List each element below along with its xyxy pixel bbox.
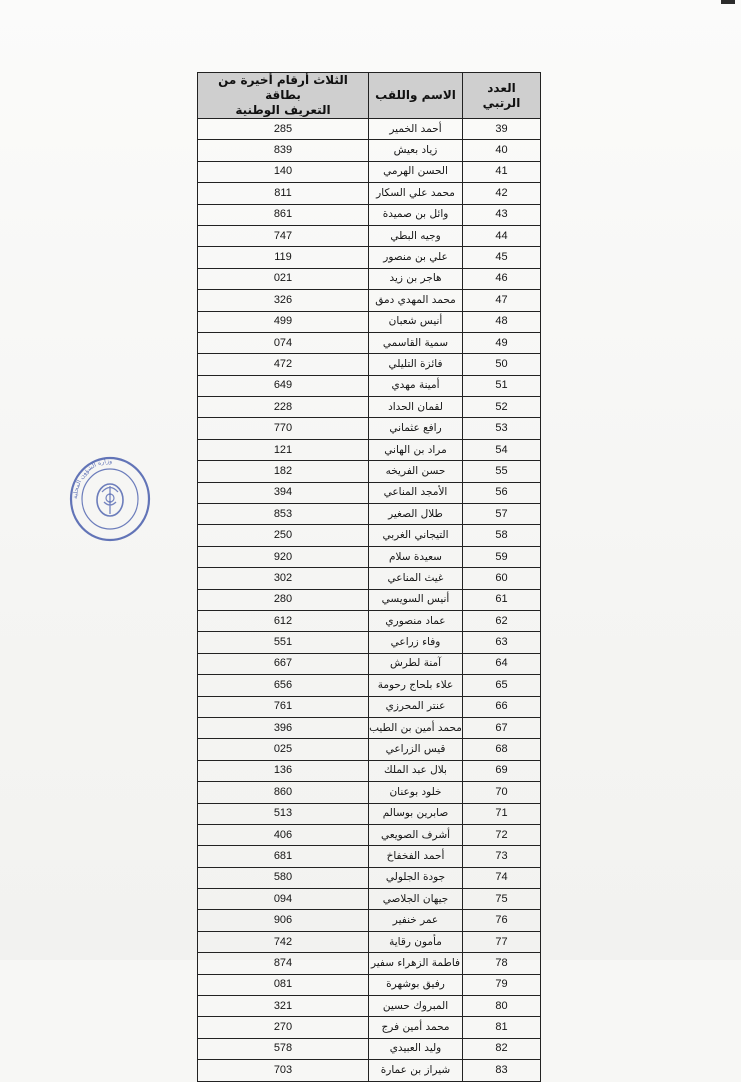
row-name: خلود بوعنان: [369, 782, 463, 803]
row-name: وائل بن صميدة: [369, 204, 463, 225]
row-number: 60: [463, 568, 541, 589]
row-number: 73: [463, 846, 541, 867]
row-name: زياد بعيش: [369, 140, 463, 161]
row-number: 42: [463, 183, 541, 204]
row-id-digits: 406: [198, 824, 369, 845]
row-name: لقمان الحداد: [369, 397, 463, 418]
row-number: 44: [463, 225, 541, 246]
table-row: [198, 782, 541, 803]
row-name: محمد المهدي دمق: [369, 290, 463, 311]
row-name: صابرين بوسالم: [369, 803, 463, 824]
table-row: [198, 204, 541, 225]
svg-text:وزارة الشؤون المحلية: [72, 458, 112, 499]
row-name: مأمون رقاية: [369, 931, 463, 952]
row-id-digits: 612: [198, 610, 369, 631]
row-id-digits: 321: [198, 996, 369, 1017]
table-row: [198, 889, 541, 910]
table-row: [198, 996, 541, 1017]
row-id-digits: 250: [198, 525, 369, 546]
row-number: 52: [463, 397, 541, 418]
table-row: [198, 568, 541, 589]
table-row: [198, 375, 541, 396]
table-row: [198, 653, 541, 674]
row-id-digits: 182: [198, 461, 369, 482]
row-id-digits: 874: [198, 953, 369, 974]
row-name: مراد بن الهاني: [369, 439, 463, 460]
table-row: [198, 225, 541, 246]
row-number: 58: [463, 525, 541, 546]
table-row: [198, 290, 541, 311]
table-row: [198, 803, 541, 824]
table-row: [198, 696, 541, 717]
table-row: [198, 910, 541, 931]
row-id-digits: 853: [198, 504, 369, 525]
row-number: 68: [463, 739, 541, 760]
table-row: [198, 119, 541, 140]
table-row: [198, 739, 541, 760]
row-id-digits: 228: [198, 397, 369, 418]
table-row: [198, 953, 541, 974]
table-row: [198, 268, 541, 289]
table-row: [198, 1060, 541, 1081]
row-name: فائزة التليلي: [369, 354, 463, 375]
table-header-row: [198, 73, 541, 119]
row-id-digits: 326: [198, 290, 369, 311]
row-name: قيس الزراعي: [369, 739, 463, 760]
header-id-line2: التعريف الوطنية: [235, 103, 331, 117]
row-name: وجيه البطي: [369, 225, 463, 246]
row-number: 69: [463, 760, 541, 781]
row-name: علاء بلحاج رحومة: [369, 675, 463, 696]
row-number: 61: [463, 589, 541, 610]
table-row: [198, 546, 541, 567]
row-id-digits: 394: [198, 482, 369, 503]
row-id-digits: 121: [198, 439, 369, 460]
row-number: 72: [463, 824, 541, 845]
row-id-digits: 140: [198, 161, 369, 182]
table-row: [198, 482, 541, 503]
row-number: 79: [463, 974, 541, 995]
row-number: 78: [463, 953, 541, 974]
row-number: 81: [463, 1017, 541, 1038]
table-row: [198, 1017, 541, 1038]
row-name: سمية القاسمي: [369, 332, 463, 353]
row-name: الحسن الهرمي: [369, 161, 463, 182]
official-stamp: [69, 456, 151, 542]
row-number: 46: [463, 268, 541, 289]
table-row: [198, 332, 541, 353]
row-number: 45: [463, 247, 541, 268]
row-number: 50: [463, 354, 541, 375]
row-number: 51: [463, 375, 541, 396]
row-id-digits: 649: [198, 375, 369, 396]
table-row: [198, 161, 541, 182]
table-row: [198, 717, 541, 738]
row-name: علي بن منصور: [369, 247, 463, 268]
row-id-digits: 578: [198, 1038, 369, 1059]
row-id-digits: 270: [198, 1017, 369, 1038]
row-name: رفيق بوشهرة: [369, 974, 463, 995]
row-id-digits: 551: [198, 632, 369, 653]
row-id-digits: 285: [198, 119, 369, 140]
row-id-digits: 839: [198, 140, 369, 161]
row-id-digits: 074: [198, 332, 369, 353]
table-row: [198, 439, 541, 460]
header-id-digits: [198, 73, 369, 119]
row-name: أحمد الفخفاخ: [369, 846, 463, 867]
row-number: 53: [463, 418, 541, 439]
table-row: [198, 867, 541, 888]
row-name: رافع عثماني: [369, 418, 463, 439]
row-name: غيث المناعي: [369, 568, 463, 589]
row-number: 49: [463, 332, 541, 353]
row-name: أنيس شعبان: [369, 311, 463, 332]
row-name: هاجر بن زيد: [369, 268, 463, 289]
row-id-digits: 770: [198, 418, 369, 439]
row-id-digits: 681: [198, 846, 369, 867]
header-id-line1: الثلاث أرقام أخيرة من بطاقة: [218, 73, 348, 102]
row-number: 67: [463, 717, 541, 738]
table-row: [198, 504, 541, 525]
row-number: 83: [463, 1060, 541, 1081]
row-name: بلال عبد الملك: [369, 760, 463, 781]
row-number: 76: [463, 910, 541, 931]
table-row: [198, 589, 541, 610]
row-id-digits: 761: [198, 696, 369, 717]
header-number: العدد الرتبي: [463, 73, 541, 119]
table-row: [198, 824, 541, 845]
table-row: [198, 418, 541, 439]
table-row: [198, 610, 541, 631]
row-id-digits: 742: [198, 931, 369, 952]
row-id-digits: 747: [198, 225, 369, 246]
row-number: 57: [463, 504, 541, 525]
row-name: الأمجد المناعي: [369, 482, 463, 503]
row-id-digits: 302: [198, 568, 369, 589]
row-name: التيجاني الغربي: [369, 525, 463, 546]
row-id-digits: 396: [198, 717, 369, 738]
row-number: 65: [463, 675, 541, 696]
row-id-digits: 513: [198, 803, 369, 824]
row-id-digits: 094: [198, 889, 369, 910]
table-row: [198, 525, 541, 546]
results-table: [197, 72, 541, 1082]
row-number: 63: [463, 632, 541, 653]
row-name: جيهان الجلاصي: [369, 889, 463, 910]
row-name: سعيدة سلام: [369, 546, 463, 567]
row-number: 48: [463, 311, 541, 332]
row-number: 70: [463, 782, 541, 803]
row-number: 80: [463, 996, 541, 1017]
row-id-digits: 472: [198, 354, 369, 375]
row-number: 71: [463, 803, 541, 824]
row-name: عنتر المحرزي: [369, 696, 463, 717]
row-id-digits: 860: [198, 782, 369, 803]
table-row: [198, 354, 541, 375]
table-row: [198, 1038, 541, 1059]
row-number: 56: [463, 482, 541, 503]
row-id-digits: 025: [198, 739, 369, 760]
row-name: محمد أمين بن الطيب: [369, 717, 463, 738]
row-id-digits: 811: [198, 183, 369, 204]
row-name: حسن الفريخه: [369, 461, 463, 482]
row-number: 82: [463, 1038, 541, 1059]
row-number: 77: [463, 931, 541, 952]
row-id-digits: 667: [198, 653, 369, 674]
row-id-digits: 861: [198, 204, 369, 225]
table-row: [198, 183, 541, 204]
row-name: أنيس السويسي: [369, 589, 463, 610]
row-id-digits: 703: [198, 1060, 369, 1081]
row-name: آمنة لطرش: [369, 653, 463, 674]
row-id-digits: 021: [198, 268, 369, 289]
row-name: جودة الجلولي: [369, 867, 463, 888]
row-name: أمينة مهدي: [369, 375, 463, 396]
table-row: [198, 675, 541, 696]
table-body: [198, 119, 541, 1082]
scan-mark: [721, 0, 735, 4]
table-row: [198, 397, 541, 418]
row-id-digits: 906: [198, 910, 369, 931]
row-name: محمد أمين فرج: [369, 1017, 463, 1038]
table-row: [198, 311, 541, 332]
row-name: طلال الصغير: [369, 504, 463, 525]
row-id-digits: 119: [198, 247, 369, 268]
header-name: الاسم واللقب: [369, 73, 463, 119]
table-row: [198, 247, 541, 268]
row-name: أحمد الخمير: [369, 119, 463, 140]
row-number: 74: [463, 867, 541, 888]
row-number: 43: [463, 204, 541, 225]
table-row: [198, 632, 541, 653]
row-name: فاطمة الزهراء سفير: [369, 953, 463, 974]
row-number: 59: [463, 546, 541, 567]
row-number: 39: [463, 119, 541, 140]
row-name: أشرف الصويعي: [369, 824, 463, 845]
row-id-digits: 499: [198, 311, 369, 332]
row-name: وفاء زراعي: [369, 632, 463, 653]
row-name: شيراز بن عمارة: [369, 1060, 463, 1081]
row-number: 75: [463, 889, 541, 910]
row-id-digits: 280: [198, 589, 369, 610]
stamp-text: وزارة الشؤون المحلية: [71, 457, 113, 500]
row-name: عمر خنفير: [369, 910, 463, 931]
row-number: 47: [463, 290, 541, 311]
row-number: 66: [463, 696, 541, 717]
row-number: 55: [463, 461, 541, 482]
row-number: 40: [463, 140, 541, 161]
row-number: 54: [463, 439, 541, 460]
row-id-digits: 580: [198, 867, 369, 888]
row-name: وليد العبيدي: [369, 1038, 463, 1059]
table-row: [198, 974, 541, 995]
row-id-digits: 081: [198, 974, 369, 995]
row-id-digits: 136: [198, 760, 369, 781]
table-row: [198, 140, 541, 161]
row-id-digits: 920: [198, 546, 369, 567]
row-name: محمد علي السكار: [369, 183, 463, 204]
row-number: 41: [463, 161, 541, 182]
row-name: عماد منصوري: [369, 610, 463, 631]
row-number: 64: [463, 653, 541, 674]
table-row: [198, 760, 541, 781]
table-row: [198, 461, 541, 482]
table-row: [198, 846, 541, 867]
table-row: [198, 931, 541, 952]
row-number: 62: [463, 610, 541, 631]
row-id-digits: 656: [198, 675, 369, 696]
row-name: المبروك حسين: [369, 996, 463, 1017]
